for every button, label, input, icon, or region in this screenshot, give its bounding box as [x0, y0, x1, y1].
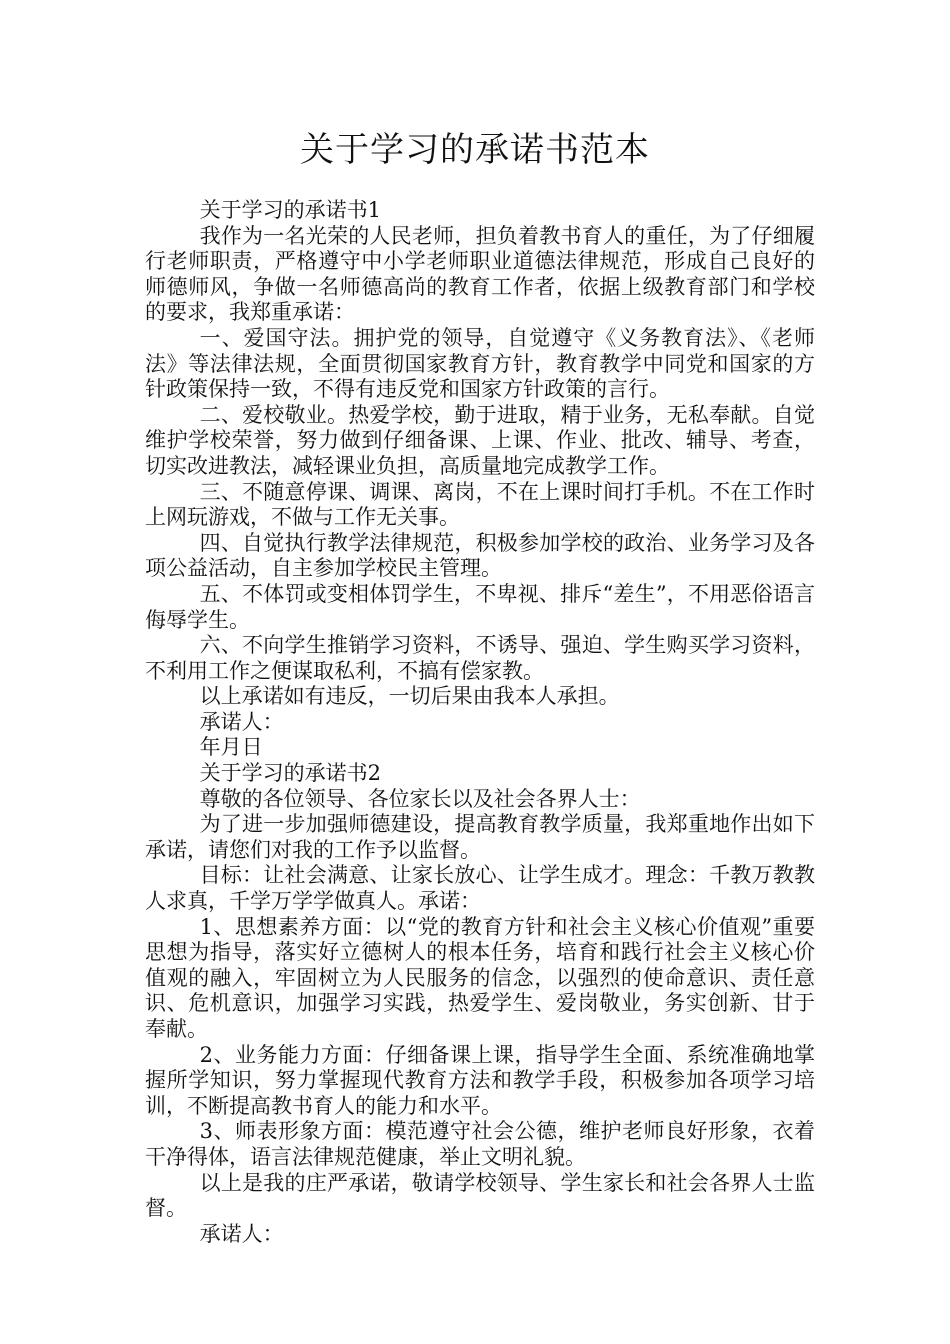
signature-label-1: 承诺人： [199, 709, 284, 734]
paragraph-item-1: 一、爱国守法。拥护党的领导，自觉遵守《义务教育法》、《老师法》等法律法规，全面贯彻国家教育方针，教育教学中同党和国家的方针政策保持一致，不得有违反党和国家方针政策的言行。 [145, 325, 815, 402]
paragraph-commitment-3: 3、师表形象方面：模范遵守社会公德，维护老师良好形象，衣着干净得体，语言法律规范健康，举止文明礼貌。 [145, 1119, 815, 1169]
document-body [145, 198, 815, 1247]
paragraph-commitment-1: 1、思想素养方面：以“党的教育方针和社会主义核心价值观”重要思想为指导，落实好立德树人的根本任务，培育和践行社会主义核心价值观的融入，牢固树立为人民服务的信念，以强烈的使命意识、责任意识、危机意识，加强学习实践，热爱学生、爱岗敬业，务实创新、甘于奉献。 [145, 914, 815, 1041]
salutation: 尊敬的各位领导、各位家长以及社会各界人士： [199, 786, 641, 811]
paragraph-goals: 目标：让社会满意、让家长放心、让学生成才。理念：千教万教教人求真，千学万学学做真人。承诺： [145, 863, 815, 914]
paragraph-item-5: 五、不体罚或变相体罚学生，不卑视、排斥“差生”，不用恶俗语言侮辱学生。 [145, 581, 815, 632]
paragraph-closing-2: 以上是我的庄严承诺，敬请学校领导、学生家长和社会各界人士监督。 [145, 1170, 815, 1221]
paragraph-item-3: 三、不随意停课、调课、离岗，不在上课时间打手机。不在工作时上网玩游戏，不做与工作无关事。 [145, 479, 815, 530]
paragraph-intro-2: 为了进一步加强师德建设，提高教育教学质量，我郑重地作出如下承诺，请您们对我的工作予以监督。 [145, 812, 815, 862]
section-heading-2: 关于学习的承诺书2 [199, 761, 381, 786]
paragraph-commitment-2: 2、业务能力方面：仔细备课上课，指导学生全面、系统准确地掌握所学知识，努力掌握现代教育方法和教学手段，积极参加各项学习培训，不断提高教书育人的能力和水平。 [145, 1042, 815, 1118]
section-heading-1: 关于学习的承诺书1 [199, 198, 381, 222]
paragraph-intro-1: 我作为一名光荣的人民老师，担负着教书育人的重任，为了仔细履行老师职责，严格遵守中小学老师职业道德法律规范，形成自己良好的师德师风，争做一名师德高尚的教育工作者，依据上级教育部门和学校的要求，我郑重承诺： [145, 223, 815, 325]
paragraph-item-2: 二、爱校敬业。热爱学校，勤于进取，精于业务，无私奉献。自觉维护学校荣誉，努力做到仔细备课、上课、作业、批改、辅导、考查，切实改进教法，减轻课业负担，高质量地完成教学工作。 [145, 402, 815, 478]
date-label-1: 年月日 [199, 735, 263, 760]
signature-label-2: 承诺人： [199, 1221, 284, 1246]
paragraph-closing-1: 以上承诺如有违反，一切后果由我本人承担。 [199, 684, 620, 709]
paragraph-item-6: 六、不向学生推销学习资料，不诱导、强迫、学生购买学习资料，不利用工作之便谋取私利，不搞有偿家教。 [145, 633, 815, 683]
document-title: 关于学习的承诺书范本 [300, 130, 650, 170]
paragraph-item-4: 四、自觉执行教学法律规范，积极参加学校的政治、业务学习及各项公益活动，自主参加学校民主管理。 [145, 530, 815, 581]
